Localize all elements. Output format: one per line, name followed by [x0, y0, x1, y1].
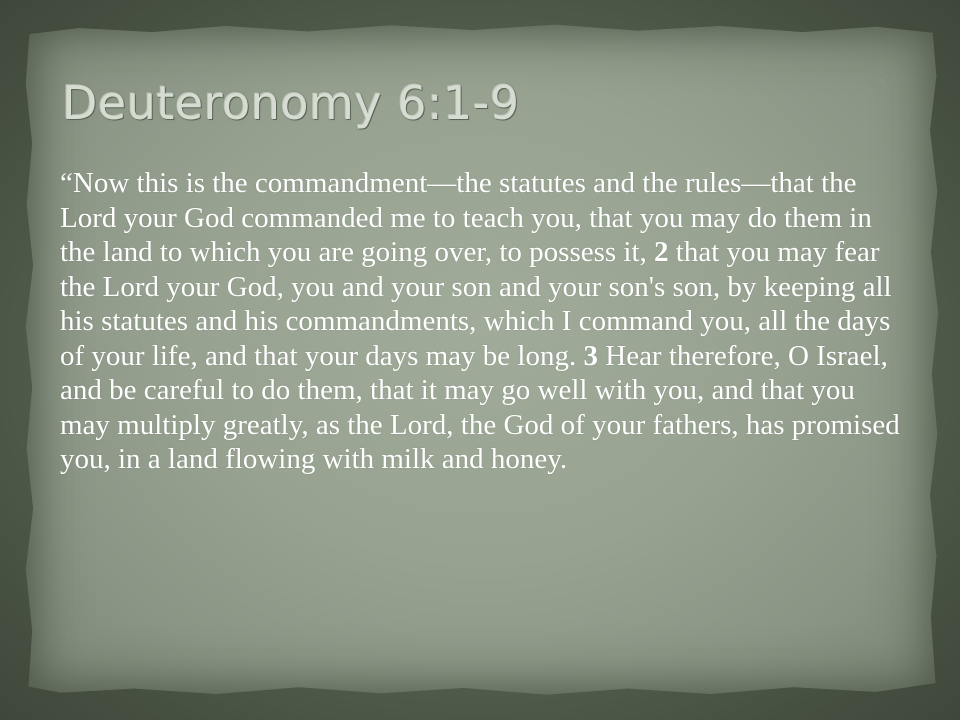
passage-text: “Now this is the commandment—the statutes and the rules—that the Lord your God commanded me to teach you, that you may do them in the land to which you are going over, to possess it,	[60, 167, 872, 268]
passage-text: Hear therefore, O Israel, and be careful to do them, that it may go well with you, and that you may multiply greatly, as the Lord, the God of your fathers, has promised you, in a land flowing with milk and honey.	[60, 339, 900, 475]
verse-number: 2	[654, 236, 669, 268]
slide-title: Deuteronomy 6:1-9	[62, 76, 520, 130]
scripture-passage	[60, 166, 905, 477]
passage-text: that you may fear the Lord your God, you and your son and your son's son, by keeping all his statutes and his commandments, which I command you, all the days of your life, and that your days may be long.	[60, 236, 892, 372]
verse-number: 3	[583, 339, 598, 372]
